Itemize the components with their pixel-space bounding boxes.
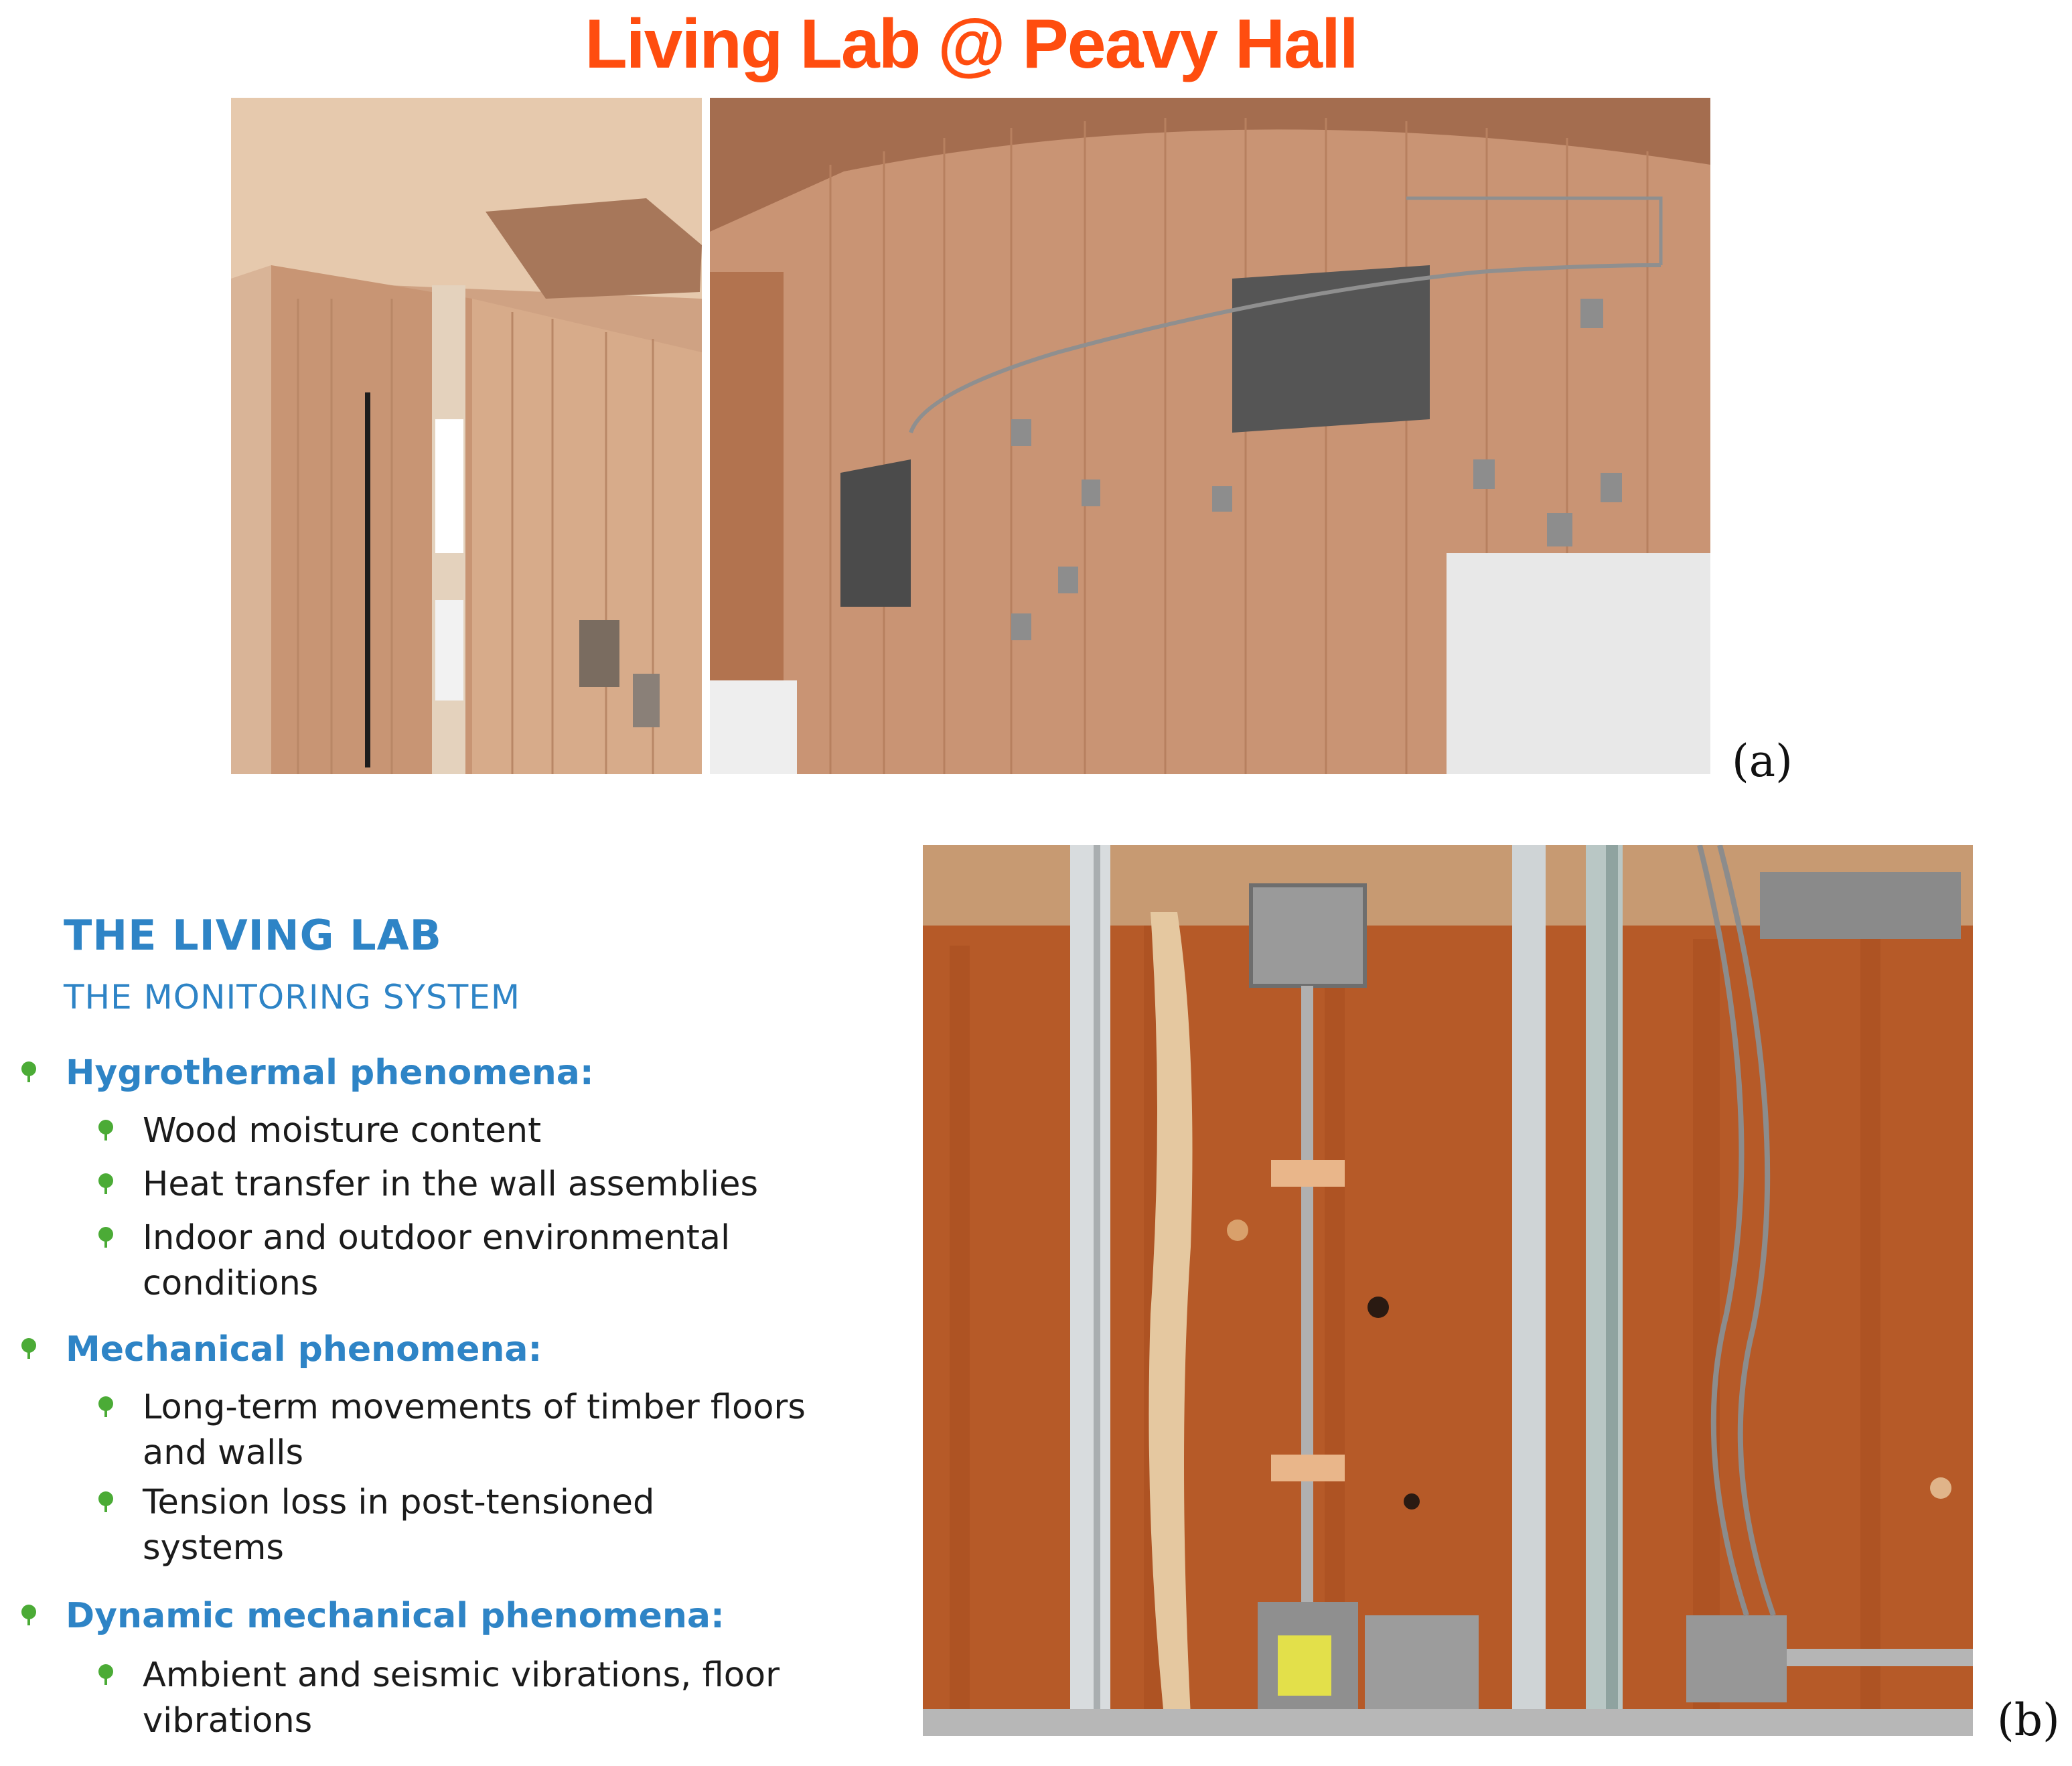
bullet-text-line: vibrations [143, 1701, 313, 1741]
tree-bullet-icon [19, 1604, 39, 1627]
bullet-text-line: Ambient and seismic vibrations, floor [143, 1655, 780, 1695]
bullet-text-line: Indoor and outdoor environmental [143, 1218, 731, 1258]
panel-label-b: (b) [1997, 1694, 2060, 1746]
slide-subheading: THE MONITORING SYSTEM [64, 978, 520, 1017]
tree-bullet-icon [96, 1396, 116, 1418]
section-row [19, 1053, 594, 1093]
photo-sensor-closeup [923, 845, 1973, 1736]
bullet-list [0, 0, 917, 1766]
bullet-text-line: and walls [143, 1433, 304, 1473]
section-row [19, 1596, 725, 1636]
bullet-item [96, 1385, 806, 1476]
bullet-item [96, 1480, 654, 1571]
bullet-item [96, 1108, 541, 1154]
bullet-item [96, 1653, 780, 1744]
section-label: Mechanical phenomena: [66, 1329, 542, 1370]
bullet-text-line: Wood moisture content [143, 1111, 542, 1151]
bullet-text-line: Heat transfer in the wall assemblies [143, 1165, 759, 1204]
slide-heading: THE LIVING LAB [64, 911, 442, 960]
tree-bullet-icon [19, 1061, 39, 1084]
bullet-text-line: systems [143, 1528, 284, 1568]
figure-title: Living Lab @ Peavy Hall [585, 5, 1357, 83]
bullet-text-line: Long-term movements of timber floors [143, 1388, 806, 1427]
bullet-text-line: conditions [143, 1264, 319, 1303]
bullet-text-line: Tension loss in post-tensioned [143, 1483, 655, 1522]
tree-bullet-icon [19, 1337, 39, 1360]
section-label: Hygrothermal phenomena: [66, 1053, 594, 1093]
panel-label-a: (a) [1732, 735, 1793, 787]
section-label: Dynamic mechanical phenomena: [66, 1596, 725, 1636]
tree-bullet-icon [96, 1664, 116, 1686]
tree-bullet-icon [96, 1491, 116, 1514]
tree-bullet-icon [96, 1119, 116, 1142]
tree-bullet-icon [96, 1226, 116, 1249]
bullet-item [96, 1162, 758, 1207]
section-row [19, 1329, 542, 1370]
tree-bullet-icon [96, 1173, 116, 1195]
bullet-item [96, 1216, 730, 1307]
